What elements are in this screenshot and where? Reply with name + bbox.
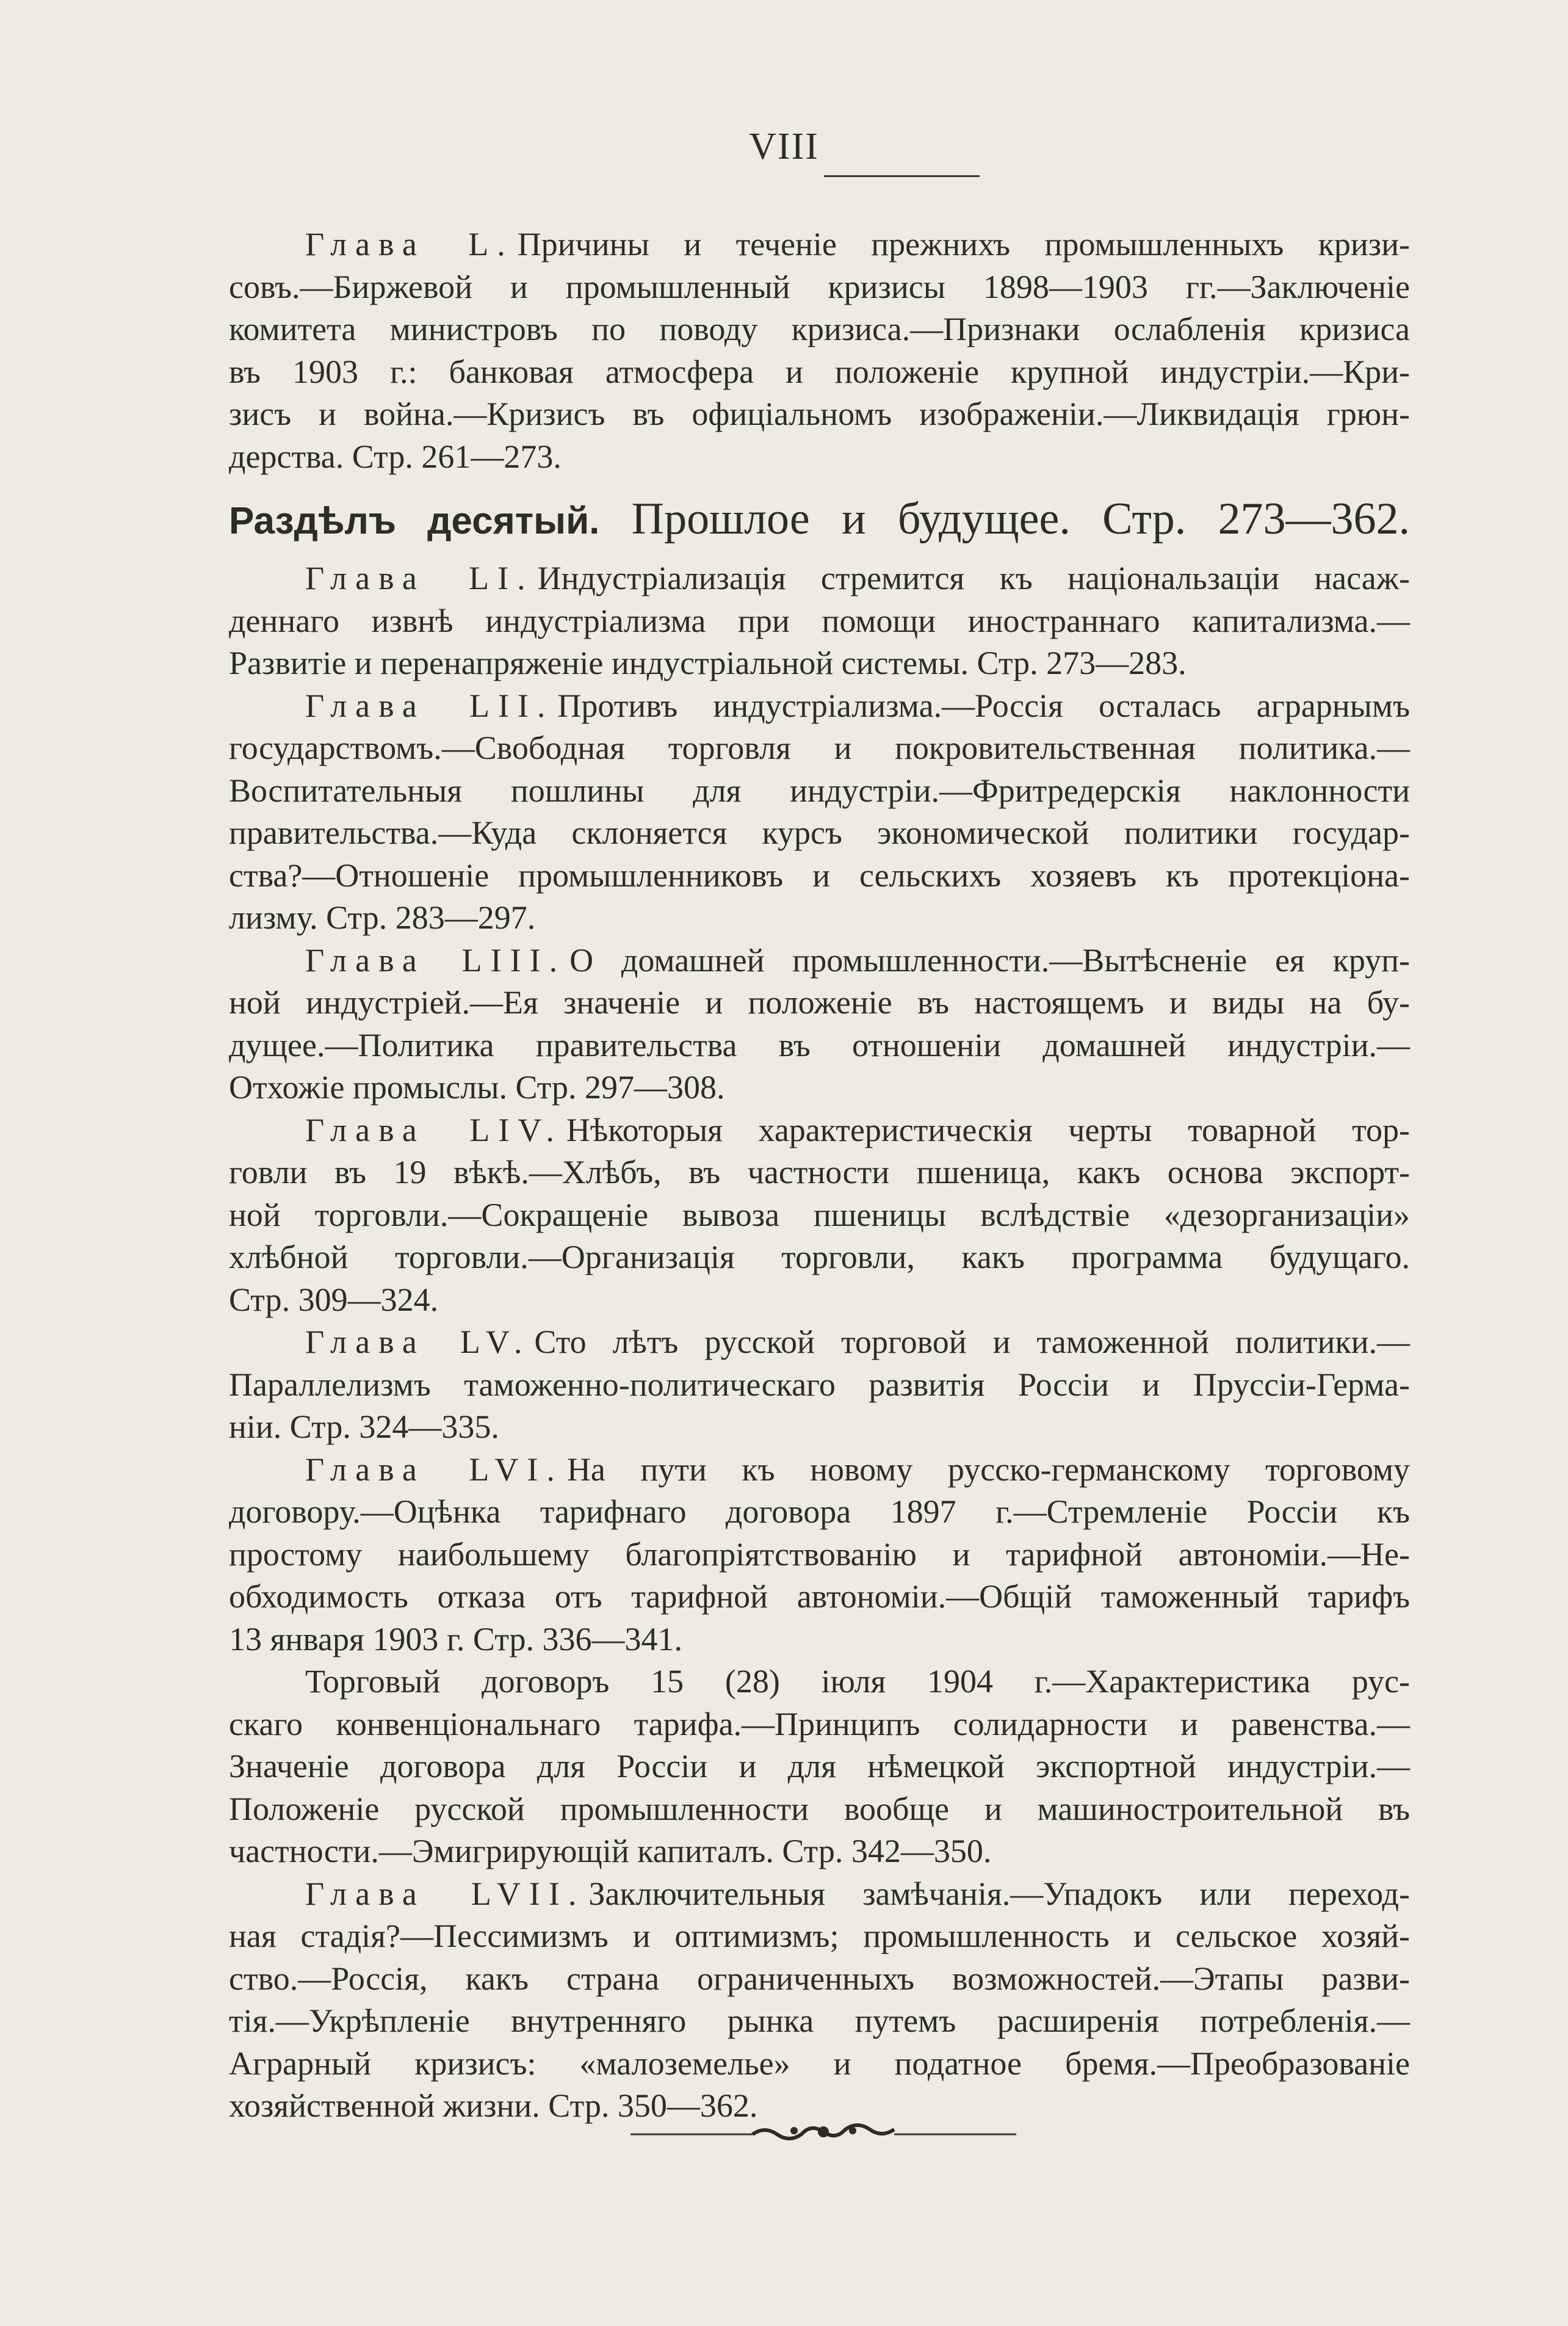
chapter-l-entry [229,223,1410,478]
chapter-text: ство.—Россія, какъ страна ограниченныхъ возможностей.—Этапы разви- [229,1960,1410,1997]
chapter-line [229,1576,1410,1618]
chapter-l-line [229,266,1410,309]
chapter-text: Сто лѣтъ русской торговой и таможенной политики.— [534,1324,1410,1360]
chapter-line [229,1915,1410,1958]
chapter-line [229,1024,1410,1067]
chapter-line [229,1449,1410,1491]
chapter-text: обходимость отказа отъ тарифной автономіи.—Общій таможенный тарифъ [229,1578,1410,1615]
chapter-line [229,897,1410,940]
chapter-line [229,600,1410,643]
chapter-label: Глава LII. [305,687,554,724]
chapter-entry [229,1109,1410,1322]
chapter-text: ной индустріей.—Ея значеніе и положеніе въ настоящемъ и виды на бу- [229,984,1410,1021]
chapter-entry [229,1321,1410,1449]
chapter-text: договору.—Оцѣнка тарифнаго договора 1897 г.—Стремленіе Россіи къ [229,1493,1410,1530]
chapter-line [229,982,1410,1024]
chapter-l-line [229,436,1410,479]
chapter-text: Отхожіе промыслы. Стр. 297—308. [229,1069,725,1106]
chapter-text: хлѣбной торговли.—Организація торговли, какъ программа будущаго. [229,1239,1410,1275]
chapter-text: правительства.—Куда склоняется курсъ экономической политики государ- [229,814,1410,851]
chapter-text: тія.—Укрѣпленіе внутренняго рынка путемъ расширенія потребленія.— [229,2002,1410,2039]
chapter-text: Воспитательныя пошлины для индустріи.—Фритредерскія наклонности [229,772,1410,809]
chapter-text: дерства. Стр. 261—273. [229,438,562,475]
chapter-text: ніи. Стр. 324—335. [229,1408,499,1445]
chapter-text: Индустріализація стремится къ національзаціи насаж- [537,560,1411,596]
chapter-label: Глава LV. [305,1324,531,1360]
chapter-line [229,727,1410,770]
chapter-entry [229,940,1410,1109]
page-number: VIII [749,126,819,167]
chapter-text: Заключительныя замѣчанія.—Упадокъ или переход- [588,1875,1410,1912]
chapter-text: На пути къ новому русско-германскому торговому [566,1451,1410,1488]
chapter-text: частности.—Эмигрирующій капиталъ. Стр. 342—350. [229,1833,992,1869]
chapter-text: деннаго извнѣ индустріализма при помощи иностраннаго капитализма.— [229,602,1410,639]
section-heading [229,489,1410,549]
page-number-rule [824,175,980,177]
chapter-text: хозяйственной жизни. Стр. 350—362. [229,2087,758,2124]
chapter-line [229,1745,1410,1788]
chapter-line [229,1534,1410,1576]
chapter-text: О домашней промышленности.—Вытѣсненіе ея круп- [569,941,1410,979]
chapter-entry [229,1661,1410,1873]
chapter-text: ной торговли.—Сокращеніе вывоза пшеницы вслѣдствіе «дезорганизаціи» [229,1196,1410,1233]
chapter-text: въ 1903 г.: банковая атмосфера и положеніе крупной индустріи.—Кри- [229,353,1410,390]
chapter-text: говли въ 19 вѣкѣ.—Хлѣбъ, въ частности пшеница, какъ основа экспорт- [229,1154,1410,1190]
chapter-text: Аграрный кризисъ: «малоземелье» и податное бремя.—Преобразованіе [229,2045,1410,2082]
chapter-text: скаго конвенціональнаго тарифа.—Принципъ солидарности и равенства.— [229,1705,1410,1742]
chapter-label: Глава LVI. [305,1451,563,1488]
chapter-text: Параллелизмъ таможенно-политическаго развитія Россіи и Пруссіи-Герма- [229,1366,1410,1403]
section-title-line [229,489,1410,549]
chapter-text: ства?—Отношеніе промышленниковъ и сельскихъ хозяевъ къ протекціона- [229,857,1410,894]
chapter-l-line [229,223,1410,266]
chapter-line [229,1618,1410,1661]
chapter-l-line [229,351,1410,394]
ornament-divider-icon [630,2118,1016,2145]
chapter-line [229,940,1410,982]
chapter-line [229,1491,1410,1534]
chapter-line [229,1109,1410,1152]
chapter-line [229,685,1410,728]
chapter-entry [229,557,1410,685]
chapter-label: Глава LVII. [305,1875,585,1912]
chapter-text: Причины и теченіе прежнихъ промышленныхъ кризи- [517,226,1410,263]
chapter-text: зисъ и война.—Кризисъ въ офиціальномъ изображеніи.—Ликвидація грюн- [229,396,1410,432]
chapter-entry [229,685,1410,940]
chapter-text: Значеніе договора для Россіи и для нѣмецкой экспортной индустріи.— [229,1748,1410,1784]
chapter-label: Глава LI. [305,560,534,596]
chapter-text: Стр. 309—324. [229,1281,439,1318]
chapter-line [229,770,1410,813]
chapter-text: Торговый договоръ 15 (28) іюля 1904 г.—Характеристика рус- [305,1663,1410,1700]
chapter-line [229,1279,1410,1322]
chapter-line [229,1194,1410,1237]
chapter-text: простому наибольшему благопріятствованію и тарифной автономіи.—Не- [229,1535,1410,1573]
chapter-l-line [229,308,1410,351]
chapter-text: дущее.—Политика правительства въ отношеніи домашней индустріи.— [229,1026,1410,1063]
chapter-text: Противъ индустріализма.—Россія осталась аграрнымъ [557,687,1411,724]
chapter-line [229,1661,1410,1703]
chapter-l-line [229,393,1410,436]
chapter-text: государствомъ.—Свободная торговля и покровительственная политика.— [229,730,1410,766]
chapter-line [229,1364,1410,1407]
chapter-line [229,1236,1410,1279]
chapter-entry [229,1873,1410,2128]
chapter-line [229,812,1410,855]
chapter-text: Положеніе русской промышленности вообще и машиностроительной въ [229,1790,1410,1827]
chapter-text: совъ.—Биржевой и промышленный кризисы 1898—1903 гг.—Заключеніе [229,268,1410,305]
chapter-line [229,642,1410,685]
chapter-line [229,855,1410,897]
chapter-line [229,1151,1410,1194]
chapter-entry [229,1449,1410,1661]
chapter-text: лизму. Стр. 283—297. [229,899,536,936]
chapter-line [229,1873,1410,1916]
chapter-line [229,1703,1410,1746]
chapter-label: Глава LIII. [305,941,566,979]
chapter-text: ная стадія?—Пессимизмъ и оптимизмъ; промышленность и сельское хозяй- [229,1918,1410,1954]
chapter-line [229,1067,1410,1109]
chapter-line [229,557,1410,600]
chapter-text: комитета министровъ по поводу кризиса.—Признаки ослабленія кризиса [229,311,1410,347]
chapter-line [229,1830,1410,1873]
chapter-line [229,1788,1410,1831]
chapter-label: Глава L. [305,226,514,263]
chapter-line [229,2000,1410,2043]
section-title: Прошлое и будущее. Стр. 273—362. [631,494,1410,544]
chapter-line [229,1406,1410,1449]
chapter-text: Нѣкоторыя характеристическія черты товарной тор- [566,1111,1410,1148]
section-label: Раздѣлъ десятый. [229,500,600,542]
chapter-line [229,2043,1410,2085]
chapter-line [229,1958,1410,2001]
chapter-line [229,1321,1410,1364]
chapter-text: 13 января 1903 г. Стр. 336—341. [229,1620,682,1658]
chapter-list [229,557,1410,2128]
chapter-text: Развитіе и перенапряженіе индустріальной системы. Стр. 273—283. [229,645,1187,681]
chapter-label: Глава LIV. [305,1111,563,1148]
